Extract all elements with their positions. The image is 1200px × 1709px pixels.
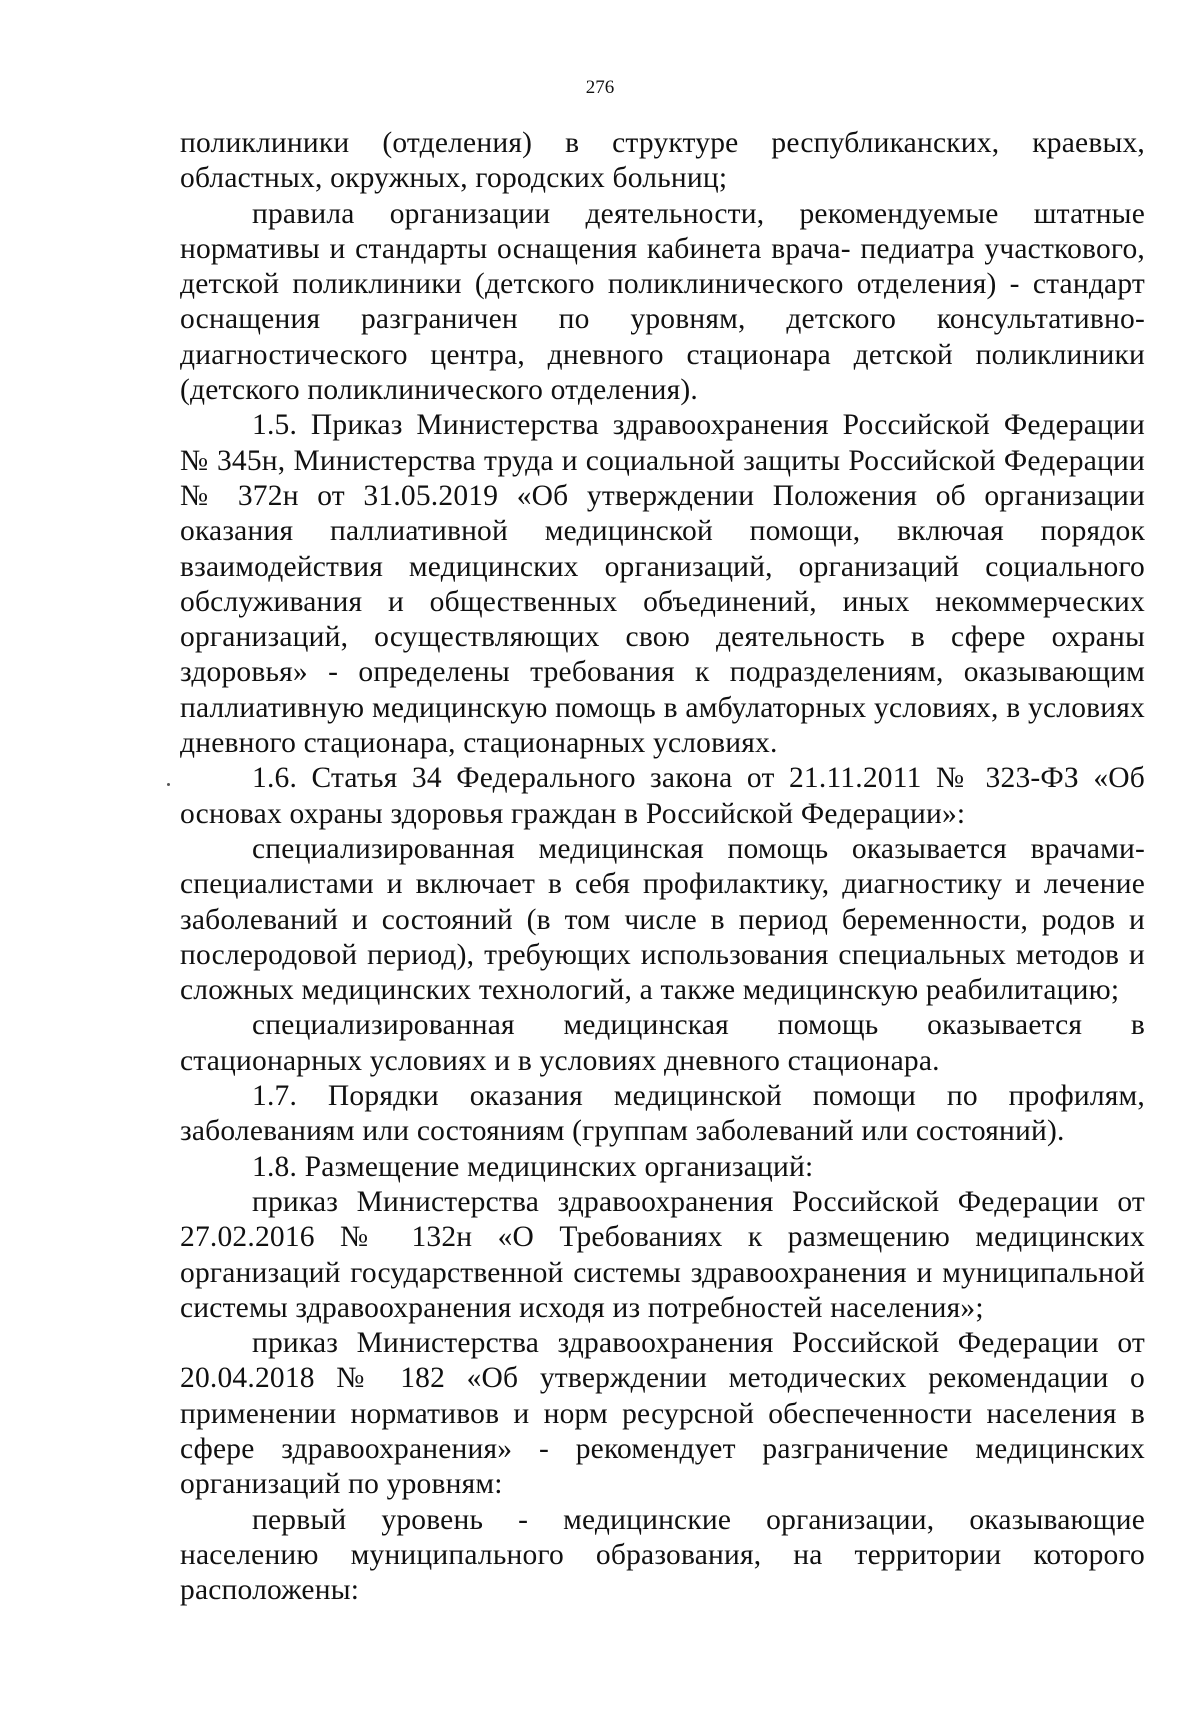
scan-speck <box>167 783 170 786</box>
paragraph-order-132n: приказ Министерства здравоохранения Российской Федерации от 27.02.2016 № 132н «О Требованиях к размещению медицинских организаций государственной системы здравоохранения и муниципальной системы здравоохранения исходя из потребностей населения»; <box>180 1185 1145 1324</box>
paragraph-1-6-federal-law: 1.6. Статья 34 Федерального закона от 21.11.2011 № 323-ФЗ «Об основах охраны здоровья граждан в Российской Федерации»: <box>180 762 1145 830</box>
paragraph-continuation: поликлиники (отделения) в структуре республиканских, краевых, областных, окружных, городских больниц; <box>180 127 1145 195</box>
paragraph-pediatric-rules: правила организации деятельности, рекомендуемые штатные нормативы и стандарты оснащения кабинета врача- педиатра участкового, детской поликлиники (детского поликлинического отделения) - стандарт оснащения разграничен по уровням, детского консультативно-диагностического центра, дневного стационара детской поликлиники (детского поликлинического отделения). <box>180 197 1145 407</box>
paragraph-1-5-palliative-order: 1.5. Приказ Министерства здравоохранения Российской Федерации № 345н, Министерства труда и социальной защиты Российской Федерации № 372н от 31.05.2019 «Об утверждении Положения об организации оказания паллиативной медицинской помощи, включая порядок взаимодействия медицинских организаций, организаций социального обслуживания и общественных объединений, иных некоммерческих организаций, осуществляющих свою деятельность в сфере охраны здоровья» - определены требования к подразделениям, оказывающим паллиативную медицинскую помощь в амбулаторных условиях, в условиях дневного стационара, стационарных условиях. <box>180 409 1145 760</box>
page-number: 276 <box>585 77 615 98</box>
paragraph-specialized-care-settings: специализированная медицинская помощь оказывается в стационарных условиях и в условиях дневного стационара. <box>180 1009 1145 1077</box>
paragraph-1-7-procedures: 1.7. Порядки оказания медицинской помощи по профилям, заболеваниям или состояниям (группам заболеваний или состояний). <box>180 1080 1145 1148</box>
document-body <box>180 126 1145 1608</box>
paragraph-first-level: первый уровень - медицинские организации, оказывающие населению муниципального образования, на территории которого расположены: <box>180 1503 1145 1607</box>
paragraph-specialized-care: специализированная медицинская помощь оказывается врачами-специалистами и включает в себя профилактику, диагностику и лечение заболеваний и состояний (в том числе в период беременности, родов и послеродовой период), требующих использования специальных методов и сложных медицинских технологий, а также медицинскую реабилитацию; <box>180 832 1145 1007</box>
paragraph-1-8-placement: 1.8. Размещение медицинских организаций: <box>252 1150 814 1183</box>
paragraph-order-182: приказ Министерства здравоохранения Российской Федерации от 20.04.2018 № 182 «Об утверждении методических рекомендации о применении нормативов и норм ресурсной обеспеченности населения в сфере здравоохранения» - рекомендует разграничение медицинских организаций по уровням: <box>180 1327 1145 1501</box>
